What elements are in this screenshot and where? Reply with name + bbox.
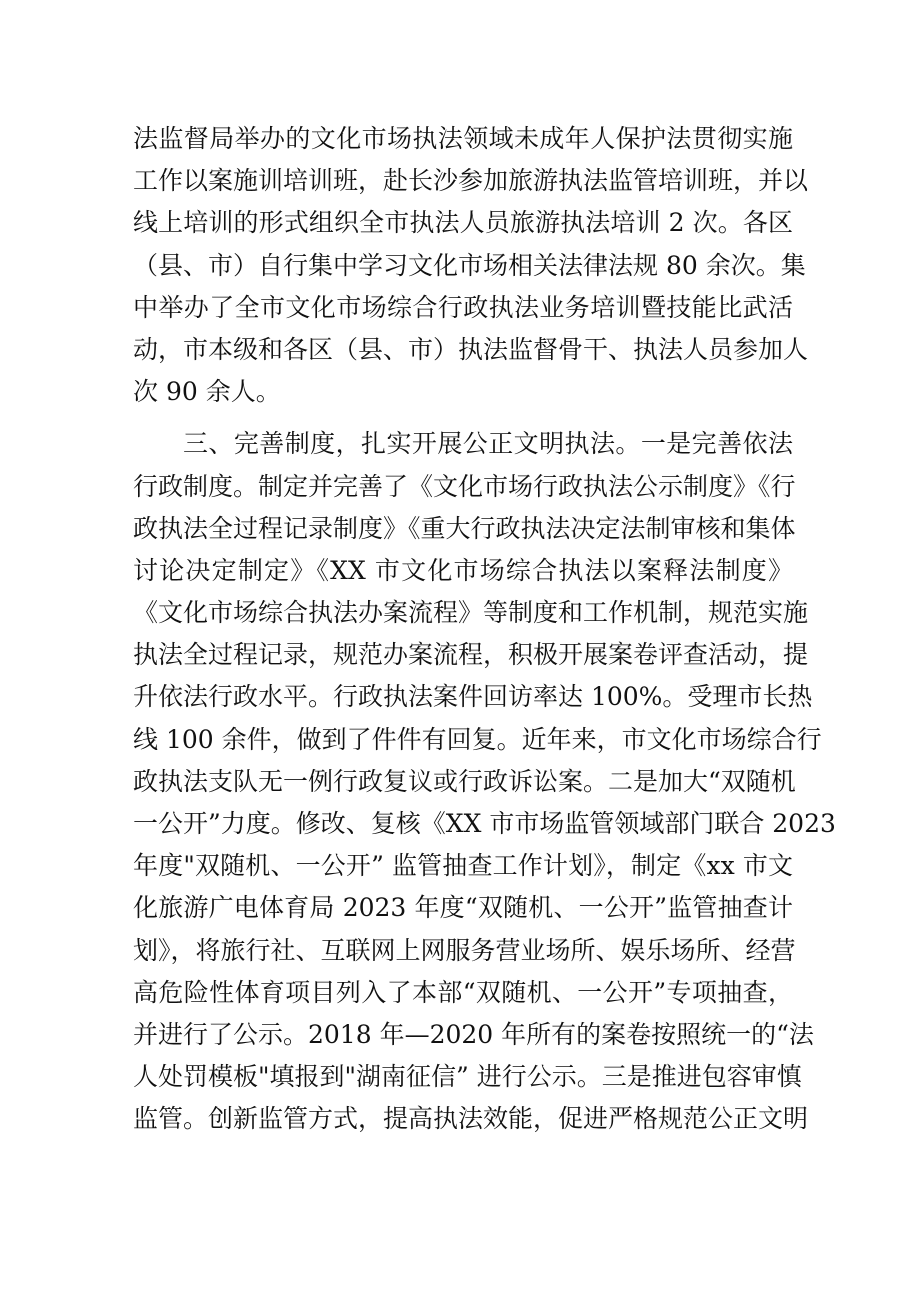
paragraph-system-improvement xyxy=(133,423,836,1140)
paragraph-spacer xyxy=(133,413,793,423)
text-line: 一公开”力度。修改、复核《XX 市市场监管领域部门联合 2023 xyxy=(133,809,836,838)
text-line: 监管。创新监管方式，提高执法效能，促进严格规范公正文明 xyxy=(133,1104,809,1134)
text-line: 线 100 余件，做到了件件有回复。近年来，市文化市场综合行 xyxy=(133,724,822,754)
text-line: 中举办了全市文化市场综合行政执法业务培训暨技能比武活 xyxy=(133,292,793,322)
section-heading-line: 三、完善制度，扎实开展公正文明执法。一是完善依法 xyxy=(183,429,793,459)
text-line: 划》，将旅行社、互联网上网服务营业场所、娱乐场所、经营 xyxy=(133,935,796,965)
text-line: 线上培训的形式组织全市执法人员旅游执法培训 2 次。各区 xyxy=(133,208,793,238)
document-body xyxy=(133,118,836,1141)
text-line: 政执法全过程记录制度》《重大行政执法决定法制审核和集体 xyxy=(133,513,796,543)
text-line: 动，市本级和各区（县、市）执法监督骨干、执法人员参加人 xyxy=(133,334,809,364)
text-line: 行政制度。制定并完善了《文化市场行政执法公示制度》《行 xyxy=(133,471,796,501)
text-line: 升依法行政水平。行政执法案件回访率达 100%。受理市长热 xyxy=(133,682,813,712)
text-line: 工作以案施训培训班，赴长沙参加旅游执法监管培训班，并以 xyxy=(133,166,809,196)
text-line: 《文化市场综合执法办案流程》等制度和工作机制，规范实施 xyxy=(133,598,809,628)
text-line: 化旅游广电体育局 2023 年度“双随机、一公开”监管抽查计 xyxy=(133,893,793,923)
text-line: 执法全过程记录，规范办案流程，积极开展案卷评查活动，提 xyxy=(133,640,809,670)
text-line: 政执法支队无一例行政复议或行政诉讼案。二是加大“双随机 xyxy=(133,766,796,796)
text-line: 并进行了公示。2018 年—2020 年所有的案卷按照统一的“法 xyxy=(133,1019,814,1049)
text-line: （县、市）自行集中学习文化市场相关法律法规 80 余次。集 xyxy=(133,250,806,280)
text-line: 法监督局举办的文化市场执法领域未成年人保护法贯彻实施 xyxy=(133,124,793,153)
text-line: 次 90 余人。 xyxy=(133,377,281,407)
text-line: 年度"双随机、一公开” 监管抽查工作计划》，制定《xx 市文 xyxy=(133,851,793,881)
text-line: 人处罚模板"填报到"湖南征信” 进行公示。三是推进包容审慎 xyxy=(133,1062,802,1092)
paragraph-training xyxy=(133,118,809,413)
text-line: 高危险性体育项目列入了本部“双随机、一公开”专项抽查， xyxy=(133,977,793,1007)
text-line: 讨论决定制定》《XX 市文化市场综合执法以案释法制度》 xyxy=(133,555,793,585)
